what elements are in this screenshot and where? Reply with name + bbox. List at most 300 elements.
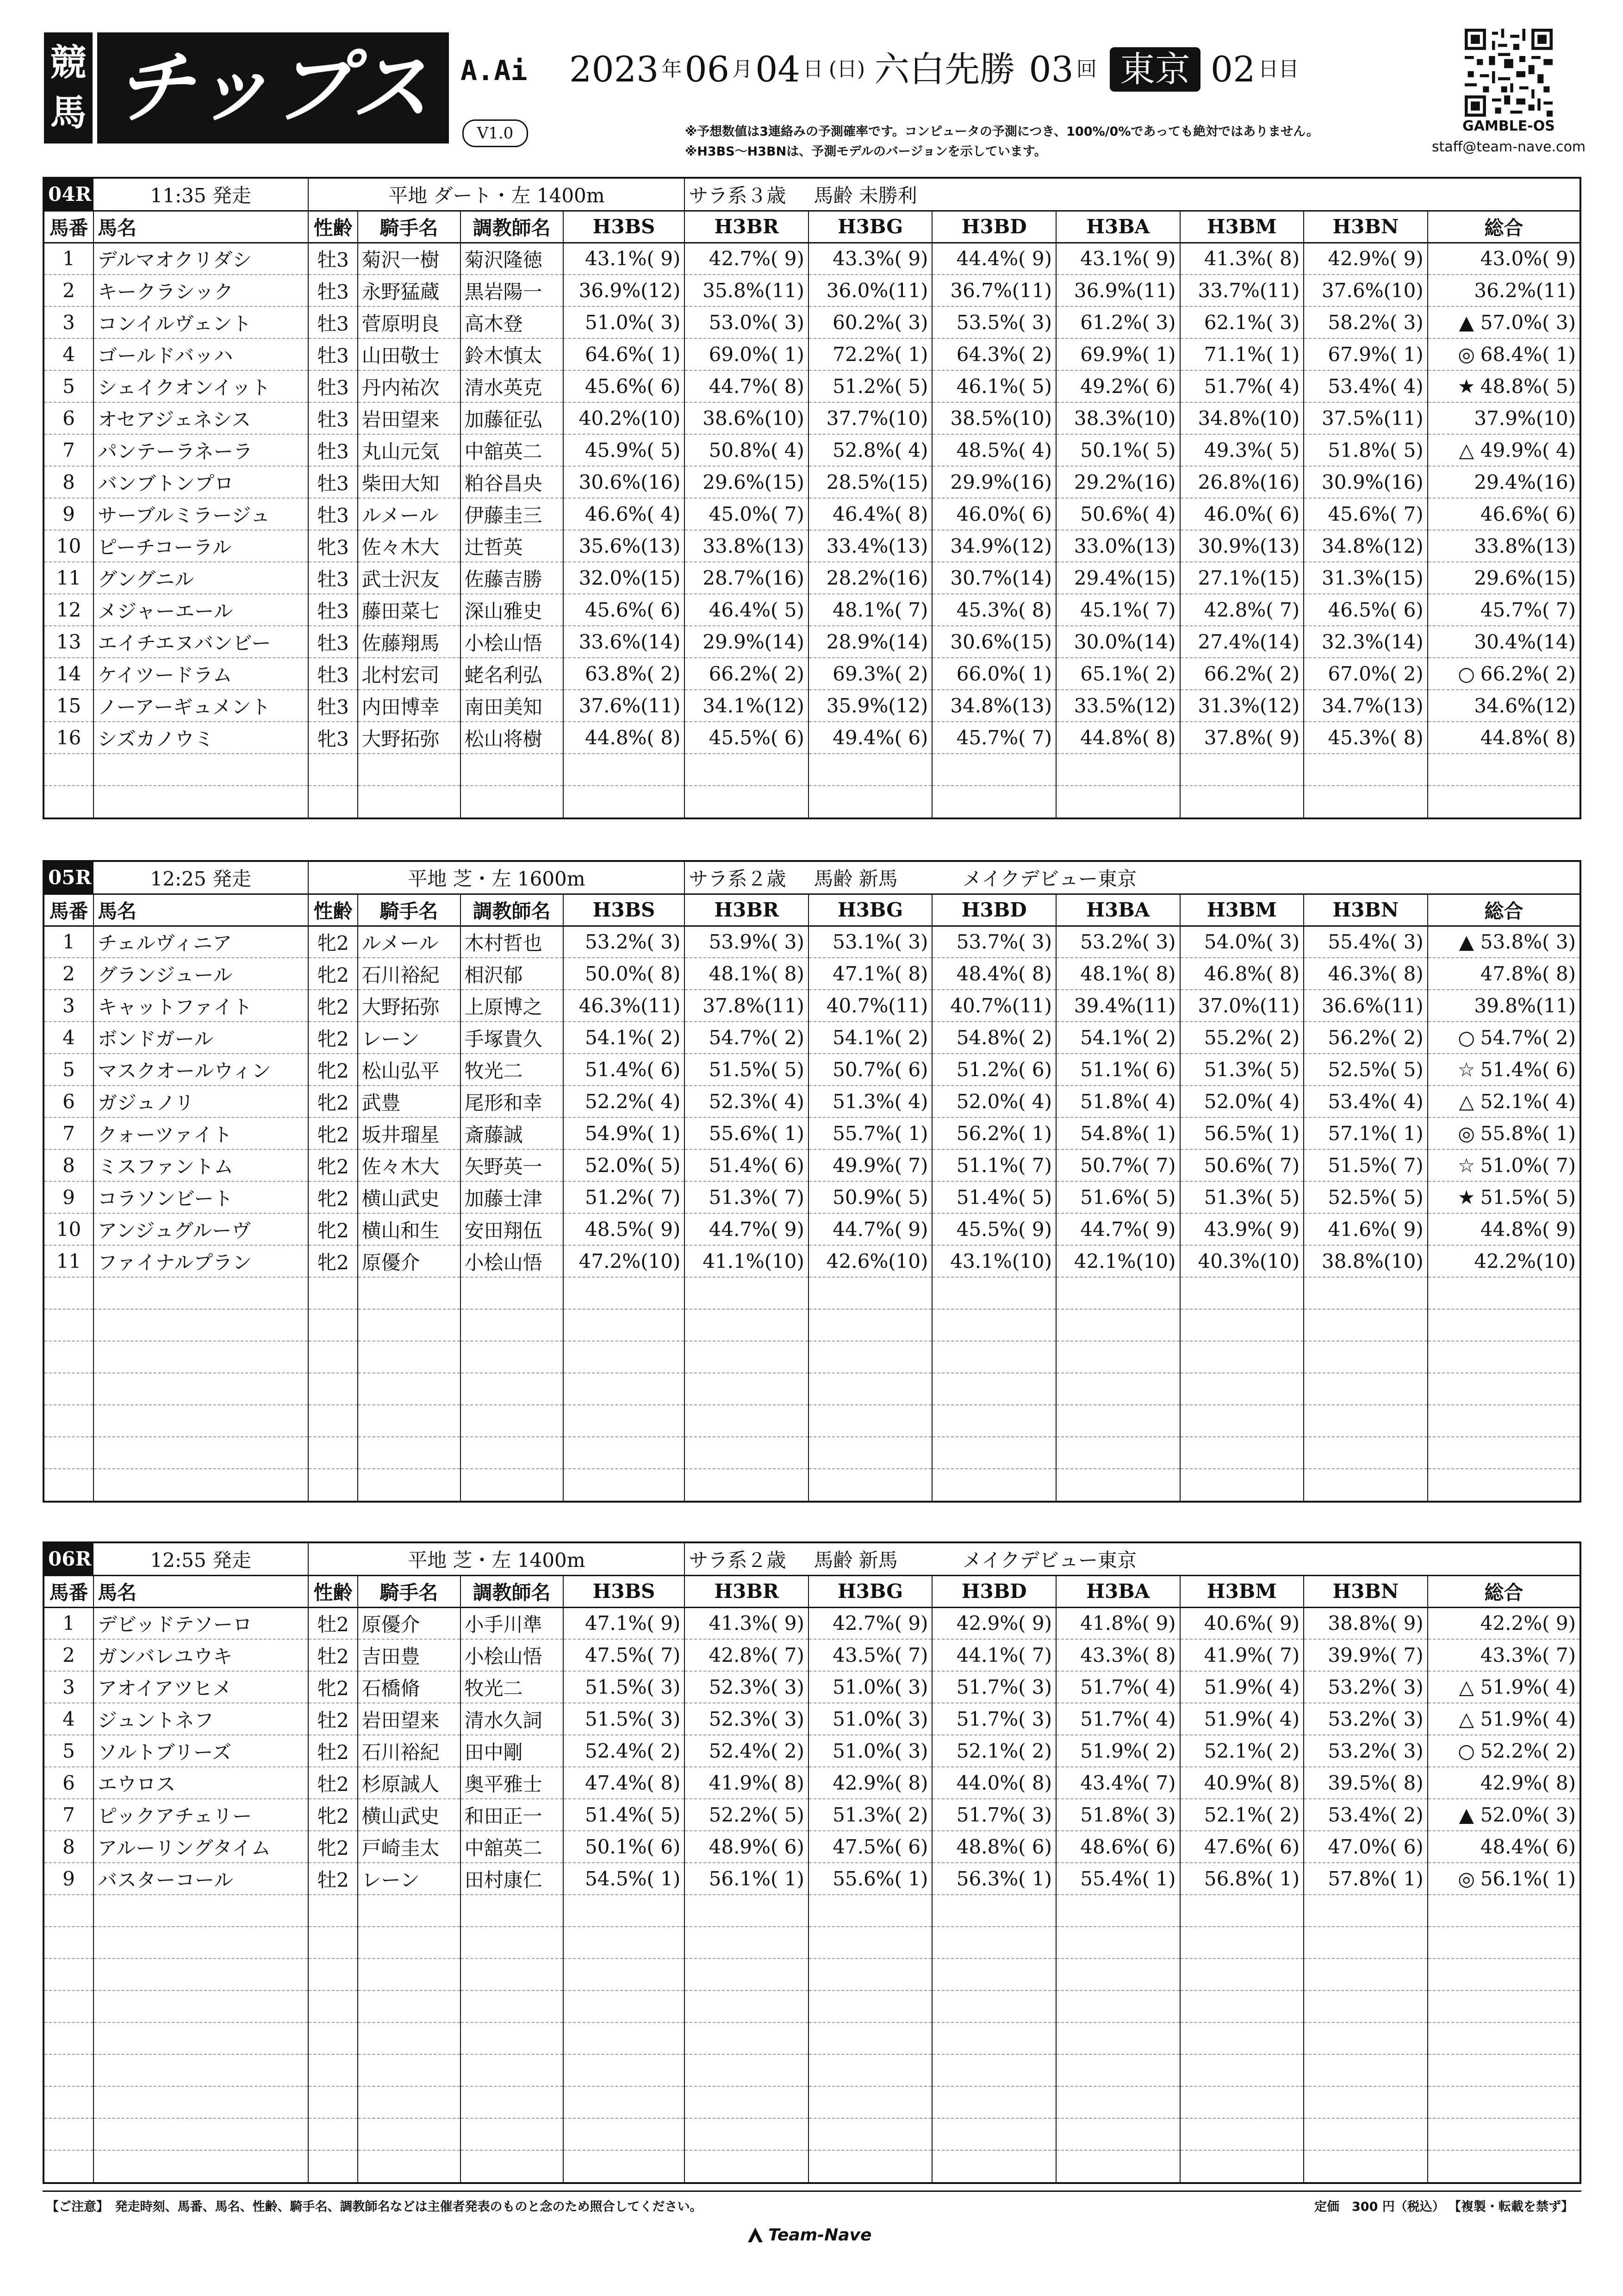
- sex-age: 牝3: [308, 722, 357, 754]
- model-br-probability: 53.9%( 3): [684, 926, 808, 958]
- sex-age: 牡3: [308, 658, 357, 690]
- empty-cell: [358, 1309, 460, 1341]
- empty-cell: [563, 1373, 685, 1405]
- empty-cell: [460, 754, 563, 786]
- sex-age: 牡2: [308, 1703, 357, 1735]
- total-cell: [1428, 626, 1579, 658]
- model-bd-probability: 44.4%( 9): [932, 243, 1056, 275]
- empty-cell: [563, 2022, 685, 2054]
- column-header: H3BS: [563, 211, 685, 243]
- jockey-name: 佐々木大: [358, 1149, 460, 1181]
- model-bs-probability: 47.2%(10): [563, 1245, 685, 1277]
- column-header: H3BA: [1056, 1575, 1180, 1607]
- empty-cell: [308, 1309, 357, 1341]
- horse-row: [44, 243, 1579, 275]
- total-probability: 46.6%( 6): [1480, 503, 1576, 525]
- empty-cell: [684, 1437, 808, 1469]
- empty-cell: [1428, 1927, 1579, 1959]
- model-bs-probability: 64.6%( 1): [563, 338, 685, 370]
- trainer-name: 中舘英二: [460, 1831, 563, 1863]
- horse-number: 1: [44, 1607, 93, 1639]
- total-cell: [1428, 1149, 1579, 1181]
- empty-cell: [1180, 1277, 1304, 1309]
- prediction-mark: △: [1459, 439, 1474, 462]
- version-badge: V1.0: [462, 119, 528, 147]
- horse-number: 9: [44, 1181, 93, 1213]
- total-probability: 42.2%( 9): [1480, 1612, 1576, 1635]
- model-br-probability: 52.2%( 5): [684, 1799, 808, 1831]
- total-probability: 57.0%( 3): [1480, 311, 1576, 334]
- model-bg-probability: 36.0%(11): [808, 275, 933, 306]
- day-unit: 日: [802, 57, 823, 81]
- trainer-name: 田中剛: [460, 1735, 563, 1767]
- empty-cell: [563, 1927, 685, 1959]
- model-br-probability: 52.3%( 3): [684, 1703, 808, 1735]
- horse-name: ノーアーギュメント: [93, 690, 308, 722]
- empty-cell: [684, 1895, 808, 1927]
- model-bn-probability: 51.5%( 7): [1304, 1149, 1428, 1181]
- trainer-name: 上原博之: [460, 990, 563, 1022]
- sex-age: 牡3: [308, 402, 357, 434]
- model-br-probability: 52.3%( 3): [684, 1671, 808, 1703]
- model-bd-probability: 44.0%( 8): [932, 1767, 1056, 1799]
- jockey-name: 杉原誠人: [358, 1767, 460, 1799]
- year-unit: 年: [661, 57, 682, 81]
- jockey-name: 菊沢一樹: [358, 243, 460, 275]
- empty-cell: [460, 2086, 563, 2118]
- horse-row: [44, 1022, 1579, 1054]
- sex-age: 牡3: [308, 626, 357, 658]
- model-br-probability: 54.7%( 2): [684, 1022, 808, 1054]
- column-header: H3BD: [932, 1575, 1056, 1607]
- empty-cell: [358, 1277, 460, 1309]
- prediction-mark: △: [1459, 1676, 1474, 1698]
- model-bs-probability: 54.5%( 1): [563, 1863, 685, 1895]
- day: 04: [755, 49, 800, 90]
- horse-number: 5: [44, 1735, 93, 1767]
- jockey-name: 丸山元気: [358, 434, 460, 466]
- total-probability: 29.4%(16): [1474, 471, 1576, 493]
- empty-cell: [1056, 2118, 1180, 2150]
- horse-row: [44, 990, 1579, 1022]
- empty-cell: [358, 2022, 460, 2054]
- model-br-probability: 51.5%( 5): [684, 1054, 808, 1086]
- empty-cell: [1304, 1469, 1428, 1501]
- horse-row: [44, 926, 1579, 958]
- empty-cell: [1428, 1959, 1579, 1990]
- horse-number: 7: [44, 1117, 93, 1149]
- empty-cell: [44, 1341, 93, 1373]
- trainer-name: 南田美知: [460, 690, 563, 722]
- horse-number: 8: [44, 466, 93, 498]
- empty-cell: [93, 2022, 308, 2054]
- empty-cell: [93, 2054, 308, 2086]
- empty-cell: [308, 1927, 357, 1959]
- model-bm-probability: 31.3%(12): [1180, 690, 1304, 722]
- empty-cell: [358, 2150, 460, 2182]
- horse-row: [44, 1117, 1579, 1149]
- column-header: 性齢: [308, 1575, 357, 1607]
- race-table: [43, 860, 1581, 1503]
- empty-cell: [460, 1990, 563, 2022]
- model-bs-probability: 46.3%(11): [563, 990, 685, 1022]
- empty-cell: [93, 1959, 308, 1990]
- total-cell: [1428, 1831, 1579, 1863]
- total-cell: [1428, 434, 1579, 466]
- trainer-name: 奥平雅士: [460, 1767, 563, 1799]
- model-bm-probability: 40.9%( 8): [1180, 1767, 1304, 1799]
- total-cell: [1428, 466, 1579, 498]
- empty-cell: [563, 2086, 685, 2118]
- horse-number: 14: [44, 658, 93, 690]
- model-bg-probability: 54.1%( 2): [808, 1022, 933, 1054]
- model-br-probability: 51.3%( 7): [684, 1181, 808, 1213]
- empty-row: [44, 1927, 1579, 1959]
- empty-cell: [44, 1373, 93, 1405]
- model-bs-probability: 51.4%( 6): [563, 1054, 685, 1086]
- horse-number: 1: [44, 926, 93, 958]
- model-bn-probability: 67.0%( 2): [1304, 658, 1428, 690]
- model-bn-probability: 39.5%( 8): [1304, 1767, 1428, 1799]
- trainer-name: 矢野英一: [460, 1149, 563, 1181]
- jockey-name: 山田敬士: [358, 338, 460, 370]
- race-class: サラ系２歳: [689, 1548, 786, 1572]
- model-bs-probability: 32.0%(15): [563, 562, 685, 594]
- horse-name: チェルヴィニア: [93, 926, 308, 958]
- model-bg-probability: 33.4%(13): [808, 530, 933, 562]
- prediction-mark: ▲: [1459, 930, 1474, 954]
- empty-cell: [358, 1990, 460, 2022]
- horse-number: 8: [44, 1831, 93, 1863]
- empty-cell: [93, 1309, 308, 1341]
- kai-unit: 回: [1076, 57, 1097, 81]
- total-probability: 30.4%(14): [1474, 630, 1576, 653]
- empty-cell: [93, 754, 308, 786]
- total-probability: 53.8%( 3): [1480, 930, 1576, 954]
- horse-number: 3: [44, 990, 93, 1022]
- horse-row: [44, 1831, 1579, 1863]
- empty-cell: [308, 1959, 357, 1990]
- model-ba-probability: 50.6%( 4): [1056, 498, 1180, 530]
- model-bm-probability: 56.8%( 1): [1180, 1863, 1304, 1895]
- empty-cell: [563, 1341, 685, 1373]
- column-header: H3BR: [684, 211, 808, 243]
- horse-row: [44, 562, 1579, 594]
- total-probability: 36.2%(11): [1474, 279, 1576, 302]
- empty-cell: [932, 1469, 1056, 1501]
- horse-row: [44, 530, 1579, 562]
- empty-cell: [1428, 2118, 1579, 2150]
- total-probability: 56.1%( 1): [1480, 1867, 1576, 1890]
- horse-name: ピックアチェリー: [93, 1799, 308, 1831]
- empty-cell: [358, 1927, 460, 1959]
- sex-age: 牝2: [308, 1213, 357, 1245]
- model-bg-probability: 28.9%(14): [808, 626, 933, 658]
- horse-number: 8: [44, 1149, 93, 1181]
- prediction-mark: ◎: [1458, 343, 1475, 366]
- model-ba-probability: 33.0%(13): [1056, 530, 1180, 562]
- horse-number: 11: [44, 562, 93, 594]
- model-bn-probability: 45.3%( 8): [1304, 722, 1428, 754]
- empty-cell: [93, 786, 308, 817]
- horse-name: ジュントネフ: [93, 1703, 308, 1735]
- horse-number: 1: [44, 243, 93, 275]
- column-header: H3BG: [808, 894, 933, 926]
- empty-cell: [308, 2150, 357, 2182]
- model-bg-probability: 48.1%( 7): [808, 594, 933, 626]
- horse-name: デビッドテソーロ: [93, 1607, 308, 1639]
- trainer-name: 松山将樹: [460, 722, 563, 754]
- prediction-mark: ★: [1457, 375, 1475, 398]
- empty-row: [44, 2022, 1579, 2054]
- horse-name: クォーツァイト: [93, 1117, 308, 1149]
- empty-cell: [684, 1990, 808, 2022]
- empty-cell: [358, 786, 460, 817]
- model-bm-probability: 52.1%( 2): [1180, 1735, 1304, 1767]
- brand-label: GAMBLE-OS: [1462, 118, 1555, 134]
- empty-cell: [1304, 1895, 1428, 1927]
- model-bd-probability: 64.3%( 2): [932, 338, 1056, 370]
- jockey-name: 横山和生: [358, 1213, 460, 1245]
- empty-cell: [563, 1437, 685, 1469]
- prediction-mark: ◎: [1458, 1867, 1475, 1890]
- model-bn-probability: 53.2%( 3): [1304, 1703, 1428, 1735]
- empty-cell: [93, 1373, 308, 1405]
- jockey-name: ルメール: [358, 926, 460, 958]
- horse-row: [44, 594, 1579, 626]
- model-bs-probability: 51.4%( 5): [563, 1799, 685, 1831]
- empty-cell: [932, 1341, 1056, 1373]
- column-header: H3BN: [1304, 1575, 1428, 1607]
- total-probability: 55.8%( 1): [1480, 1122, 1576, 1145]
- note-model-version: ※H3BS～H3BNは、予測モデルのバージョンを示しています。: [685, 144, 1047, 159]
- model-bd-probability: 52.1%( 2): [932, 1735, 1056, 1767]
- empty-cell: [563, 1405, 685, 1437]
- model-bg-probability: 40.7%(11): [808, 990, 933, 1022]
- column-header: H3BA: [1056, 211, 1180, 243]
- empty-cell: [932, 1405, 1056, 1437]
- model-ba-probability: 61.2%( 3): [1056, 306, 1180, 338]
- jockey-name: 石橋脩: [358, 1671, 460, 1703]
- empty-cell: [93, 1277, 308, 1309]
- total-cell: [1428, 1607, 1579, 1639]
- model-br-probability: 34.1%(12): [684, 690, 808, 722]
- model-bs-probability: 48.5%( 9): [563, 1213, 685, 1245]
- horse-name: シェイクオンイット: [93, 370, 308, 402]
- empty-cell: [460, 1959, 563, 1990]
- model-bm-probability: 52.0%( 4): [1180, 1086, 1304, 1117]
- model-bd-probability: 36.7%(11): [932, 275, 1056, 306]
- model-bd-probability: 29.9%(16): [932, 466, 1056, 498]
- column-header: H3BG: [808, 1575, 933, 1607]
- total-probability: 37.9%(10): [1474, 407, 1576, 430]
- horse-row: [44, 658, 1579, 690]
- model-ba-probability: 54.8%( 1): [1056, 1117, 1180, 1149]
- trainer-name: 菊沢隆徳: [460, 243, 563, 275]
- empty-cell: [358, 2086, 460, 2118]
- model-bn-probability: 42.9%( 9): [1304, 243, 1428, 275]
- model-ba-probability: 44.8%( 8): [1056, 722, 1180, 754]
- empty-cell: [1428, 2022, 1579, 2054]
- empty-cell: [44, 1927, 93, 1959]
- empty-cell: [932, 1309, 1056, 1341]
- model-br-probability: 42.8%( 7): [684, 1639, 808, 1671]
- horse-name: エウロス: [93, 1767, 308, 1799]
- model-bn-probability: 36.6%(11): [1304, 990, 1428, 1022]
- jockey-name: 横山武史: [358, 1799, 460, 1831]
- model-br-probability: 53.0%( 3): [684, 306, 808, 338]
- model-br-probability: 66.2%( 2): [684, 658, 808, 690]
- horse-name: オセアジェネシス: [93, 402, 308, 434]
- model-bn-probability: 30.9%(16): [1304, 466, 1428, 498]
- sex-age: 牡3: [308, 243, 357, 275]
- empty-cell: [932, 1927, 1056, 1959]
- column-header: H3BR: [684, 1575, 808, 1607]
- empty-cell: [684, 786, 808, 817]
- sex-age: 牝2: [308, 1149, 357, 1181]
- jockey-name: レーン: [358, 1022, 460, 1054]
- model-ba-probability: 30.0%(14): [1056, 626, 1180, 658]
- empty-cell: [1428, 1469, 1579, 1501]
- model-bg-probability: 28.2%(16): [808, 562, 933, 594]
- empty-cell: [1304, 1309, 1428, 1341]
- trainer-name: 小桧山悟: [460, 1245, 563, 1277]
- model-bm-probability: 56.5%( 1): [1180, 1117, 1304, 1149]
- model-bd-probability: 44.1%( 7): [932, 1639, 1056, 1671]
- column-header: H3BD: [932, 894, 1056, 926]
- empty-cell: [44, 1959, 93, 1990]
- horse-row: [44, 1799, 1579, 1831]
- model-ba-probability: 54.1%( 2): [1056, 1022, 1180, 1054]
- column-header: 騎手名: [358, 211, 460, 243]
- model-bs-probability: 33.6%(14): [563, 626, 685, 658]
- sex-age: 牝2: [308, 1245, 357, 1277]
- model-bm-probability: 43.9%( 9): [1180, 1213, 1304, 1245]
- team-nave-name: Team-Nave: [768, 2225, 872, 2245]
- prediction-mark: ☆: [1457, 1058, 1475, 1081]
- empty-cell: [44, 786, 93, 817]
- sex-age: 牡3: [308, 434, 357, 466]
- empty-cell: [808, 1341, 933, 1373]
- model-bn-probability: 57.1%( 1): [1304, 1117, 1428, 1149]
- model-ba-probability: 50.7%( 7): [1056, 1149, 1180, 1181]
- horse-row: [44, 1245, 1579, 1277]
- model-bd-probability: 51.7%( 3): [932, 1671, 1056, 1703]
- empty-cell: [684, 2150, 808, 2182]
- trainer-name: 蛯名利弘: [460, 658, 563, 690]
- empty-cell: [1428, 1309, 1579, 1341]
- total-probability: 34.6%(12): [1474, 694, 1576, 717]
- horse-row: [44, 690, 1579, 722]
- jockey-name: 大野拓弥: [358, 990, 460, 1022]
- post-time: 11:35 発走: [93, 179, 308, 211]
- month: 06: [684, 49, 730, 90]
- empty-cell: [1304, 1927, 1428, 1959]
- model-bn-probability: 53.4%( 4): [1304, 370, 1428, 402]
- empty-cell: [358, 2054, 460, 2086]
- empty-cell: [44, 1895, 93, 1927]
- empty-cell: [684, 2022, 808, 2054]
- empty-cell: [44, 2022, 93, 2054]
- model-bg-probability: 51.3%( 4): [808, 1086, 933, 1117]
- total-cell: [1428, 990, 1579, 1022]
- horse-row: [44, 958, 1579, 990]
- empty-cell: [93, 2150, 308, 2182]
- race-table: [43, 177, 1581, 819]
- empty-cell: [1056, 1959, 1180, 1990]
- model-bn-probability: 53.4%( 4): [1304, 1086, 1428, 1117]
- empty-cell: [1304, 2054, 1428, 2086]
- model-ba-probability: 51.7%( 4): [1056, 1671, 1180, 1703]
- empty-cell: [563, 754, 685, 786]
- empty-cell: [44, 2118, 93, 2150]
- sex-age: 牡2: [308, 1863, 357, 1895]
- model-ba-probability: 53.2%( 3): [1056, 926, 1180, 958]
- model-bm-probability: 37.0%(11): [1180, 990, 1304, 1022]
- model-bd-probability: 53.7%( 3): [932, 926, 1056, 958]
- empty-cell: [1180, 754, 1304, 786]
- empty-cell: [684, 2054, 808, 2086]
- logo-keiba: [44, 32, 93, 144]
- model-bs-probability: 35.6%(13): [563, 530, 685, 562]
- model-bs-probability: 47.1%( 9): [563, 1607, 685, 1639]
- model-bs-probability: 30.6%(16): [563, 466, 685, 498]
- model-bd-probability: 48.4%( 8): [932, 958, 1056, 990]
- empty-cell: [93, 1469, 308, 1501]
- total-cell: [1428, 722, 1579, 754]
- horse-name: ケイツードラム: [93, 658, 308, 690]
- model-bm-probability: 52.1%( 2): [1180, 1799, 1304, 1831]
- total-cell: [1428, 690, 1579, 722]
- empty-cell: [563, 1277, 685, 1309]
- model-bs-probability: 47.5%( 7): [563, 1639, 685, 1671]
- empty-cell: [563, 2054, 685, 2086]
- total-probability: 39.8%(11): [1474, 994, 1576, 1017]
- model-bm-probability: 26.8%(16): [1180, 466, 1304, 498]
- horse-row: [44, 306, 1579, 338]
- empty-cell: [460, 1373, 563, 1405]
- empty-cell: [308, 1990, 357, 2022]
- horse-row: [44, 1086, 1579, 1117]
- total-probability: 51.4%( 6): [1480, 1058, 1576, 1081]
- model-bs-probability: 54.9%( 1): [563, 1117, 685, 1149]
- horse-number: 12: [44, 594, 93, 626]
- horse-number: 7: [44, 1799, 93, 1831]
- horse-row: [44, 434, 1579, 466]
- empty-cell: [808, 1405, 933, 1437]
- model-bg-probability: 51.0%( 3): [808, 1703, 933, 1735]
- empty-cell: [308, 786, 357, 817]
- column-header: 騎手名: [358, 1575, 460, 1607]
- model-bn-probability: 32.3%(14): [1304, 626, 1428, 658]
- empty-cell: [308, 1373, 357, 1405]
- empty-cell: [1180, 1405, 1304, 1437]
- model-bn-probability: 52.5%( 5): [1304, 1181, 1428, 1213]
- model-bs-probability: 53.2%( 3): [563, 926, 685, 958]
- model-bm-probability: 66.2%( 2): [1180, 658, 1304, 690]
- total-probability: 51.5%( 5): [1480, 1186, 1576, 1209]
- sex-age: 牝2: [308, 1831, 357, 1863]
- model-bg-probability: 42.7%( 9): [808, 1607, 933, 1639]
- model-br-probability: 50.8%( 4): [684, 434, 808, 466]
- race-table: [43, 1541, 1581, 2184]
- empty-row: [44, 1469, 1579, 1501]
- trainer-name: 辻哲英: [460, 530, 563, 562]
- horse-number: 10: [44, 1213, 93, 1245]
- empty-cell: [684, 1927, 808, 1959]
- empty-cell: [44, 1405, 93, 1437]
- model-bd-probability: 48.8%( 6): [932, 1831, 1056, 1863]
